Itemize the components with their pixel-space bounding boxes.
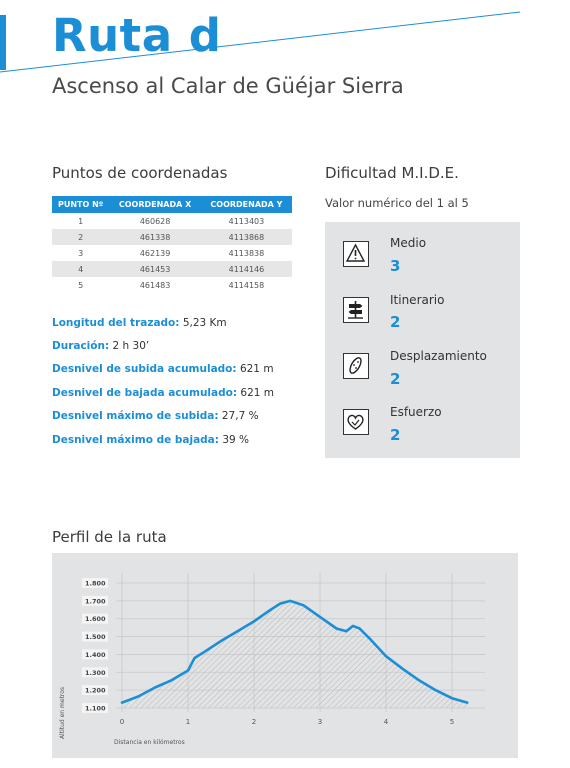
stat-duration: [52, 340, 149, 352]
mide-label-esfuerzo: Esfuerzo: [390, 405, 442, 419]
warning-icon: [343, 241, 369, 267]
coordinate-y: 4113403: [201, 213, 292, 229]
point-number: 1: [52, 213, 109, 229]
column-header: COORDENADA X: [109, 196, 201, 213]
coordinate-x: 460628: [109, 213, 201, 229]
coordinate-x: 461453: [109, 261, 201, 277]
table-row: [52, 213, 292, 229]
stat-label: Longitud del trazado:: [52, 317, 180, 329]
point-number: 3: [52, 245, 109, 261]
stat-label: Desnivel máximo de subida:: [52, 410, 219, 422]
table-row: [52, 229, 292, 245]
y-tick-label: 1.500: [85, 633, 106, 642]
heart-icon: [343, 409, 369, 435]
y-tick-label: 1.400: [85, 650, 106, 659]
coordinate-y: 4113868: [201, 229, 292, 245]
mide-label-itinerario: Itinerario: [390, 293, 445, 307]
coordinate-y: 4113838: [201, 245, 292, 261]
y-tick-label: 1.600: [85, 615, 106, 624]
stat-max-ascent: [52, 410, 259, 422]
footprint-icon: [343, 353, 369, 379]
mide-subtitle: Valor numérico del 1 al 5: [325, 196, 469, 210]
stat-descent: [52, 387, 274, 399]
x-tick-label: 4: [383, 718, 389, 726]
mide-label-medio: Medio: [390, 236, 427, 250]
stat-value: 39 %: [222, 434, 250, 446]
mide-title: Dificultad M.I.D.E.: [325, 164, 459, 182]
column-header: PUNTO Nº: [52, 196, 109, 213]
y-tick-label: 1.100: [85, 704, 106, 713]
stat-max-descent: [52, 434, 249, 446]
mide-label-desplazamiento: Desplazamiento: [390, 349, 487, 363]
column-header: COORDENADA Y: [201, 196, 292, 213]
coordinates-table: [52, 196, 292, 293]
x-tick-label: 5: [449, 718, 455, 726]
y-tick-label: 1.700: [85, 597, 106, 606]
coordinate-x: 462139: [109, 245, 201, 261]
x-tick-label: 2: [251, 718, 257, 726]
point-number: 4: [52, 261, 109, 277]
coordinate-x: 461483: [109, 277, 201, 293]
stat-label: Duración:: [52, 340, 110, 352]
mide-value-itinerario: 2: [390, 313, 401, 331]
stat-label: Desnivel de bajada acumulado:: [52, 387, 238, 399]
table-row: [52, 261, 292, 277]
profile-chart: [52, 553, 518, 758]
stat-value: 2 h 30’: [112, 340, 150, 352]
x-axis-label: Distancia en kilómetros: [114, 739, 185, 746]
route-subtitle: Ascenso al Calar de Güéjar Sierra: [52, 74, 404, 98]
stat-label: Desnivel máximo de bajada:: [52, 434, 219, 446]
stat-label: Desnivel de subida acumulado:: [52, 363, 237, 375]
y-tick-label: 1.800: [85, 579, 106, 588]
signpost-icon: [343, 297, 369, 323]
point-number: 5: [52, 277, 109, 293]
table-row: [52, 277, 292, 293]
mide-value-medio: 3: [390, 257, 401, 275]
x-tick-label: 0: [119, 718, 125, 726]
table-row: [52, 245, 292, 261]
coordinate-y: 4114146: [201, 261, 292, 277]
point-number: 2: [52, 229, 109, 245]
coordinate-y: 4114158: [201, 277, 292, 293]
stat-length: [52, 317, 227, 329]
y-tick-label: 1.300: [85, 668, 106, 677]
coordinate-x: 461338: [109, 229, 201, 245]
y-tick-label: 1.200: [85, 686, 106, 695]
profile-title: Perfil de la ruta: [52, 528, 167, 546]
x-tick-label: 3: [317, 718, 323, 726]
stat-value: 27,7 %: [221, 410, 259, 422]
x-tick-label: 1: [185, 718, 191, 726]
stat-ascent: [52, 363, 274, 375]
stat-value: 5,23 Km: [182, 317, 227, 329]
coordinates-title: Puntos de coordenadas: [52, 164, 228, 182]
y-axis-label: Altitud en metros: [59, 686, 66, 740]
route-title: Ruta d: [52, 9, 222, 62]
mide-value-desplazamiento: 2: [390, 370, 401, 388]
stat-value: 621 m: [240, 387, 274, 399]
mide-value-esfuerzo: 2: [390, 426, 401, 444]
stat-value: 621 m: [239, 363, 274, 375]
